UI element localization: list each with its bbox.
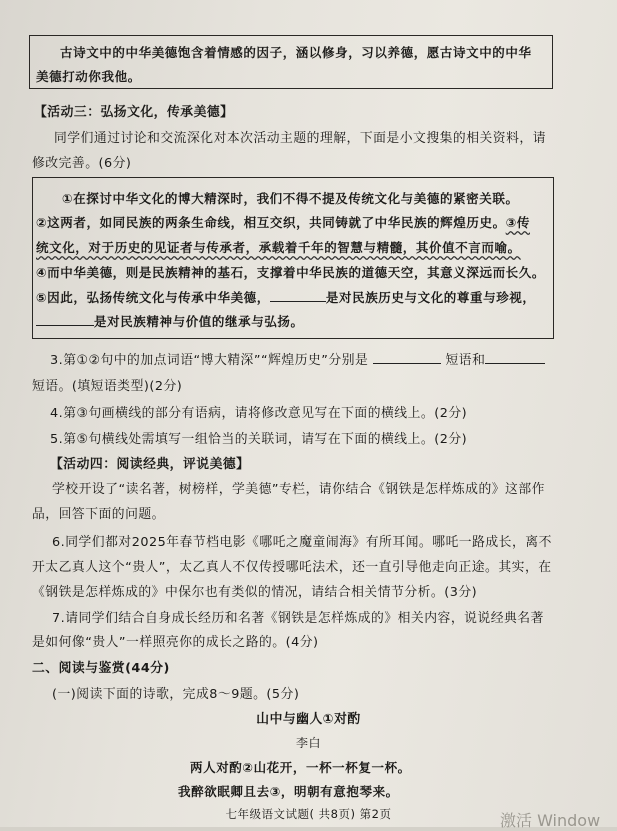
conjunction-blank-1[interactable] bbox=[270, 289, 326, 302]
essay-line-1: ①在探讨中华文化的博大精深时，我们不得不提及传统文化与美德的紧密关联。 bbox=[62, 191, 519, 206]
page-footer: 七年级语文试题( 共8页) 第2页 bbox=[225, 807, 392, 821]
question-7-line-2: 是如何像“贵人”一样照亮你的成长之路的。(4分) bbox=[32, 635, 319, 650]
activity3-intro-1: 同学们通过讨论和交流深化对本次活动主题的理解，下面是小文搜集的相关资料，请 bbox=[54, 131, 546, 146]
activity4-heading: 【活动四：阅读经典，评说美德】 bbox=[50, 457, 250, 472]
answer-blank-phrase-1[interactable] bbox=[373, 351, 441, 364]
activation-watermark: 激活 Window bbox=[500, 811, 601, 830]
question-5: 5.第⑤句横线处需填写一组恰当的关联词，请写在下面的横线上。(2分) bbox=[50, 432, 468, 447]
essay-line-3: 统文化，对于历史的见证者与传承者，承载着千年的智慧与精髓，其价值不言而喻。 bbox=[36, 240, 521, 255]
essay-sentence-5a: ⑤因此，弘扬传统文化与传承中华美德， bbox=[36, 290, 270, 305]
essay-sentence-6: 是对民族精神与价值的继承与弘扬。 bbox=[94, 314, 304, 329]
activity4-intro-2: 品，回答下面的问题。 bbox=[32, 507, 165, 522]
essay-line-4: ④而中华美德，则是民族精神的基石，支撑着中华民族的道德天空，其意义深远而长久。 bbox=[36, 265, 545, 280]
question-3-line-1 bbox=[50, 349, 545, 368]
poem-title: 山中与幽人①对酌 bbox=[256, 712, 361, 727]
question-4: 4.第③句画横线的部分有语病，请将修改意见写在下面的横线上。(2分) bbox=[50, 406, 468, 421]
activity3-intro-2: 修改完善。(6分) bbox=[32, 156, 132, 171]
poem-line-1: 两人对酌②山花开，一杯一杯复一杯。 bbox=[190, 760, 411, 775]
section-2-heading: 二、阅读与鉴赏(44分) bbox=[32, 661, 170, 676]
essay-sentence-5b: 是对民族历史与文化的尊重与珍视， bbox=[325, 290, 536, 305]
question-3-mid: 短语和 bbox=[445, 353, 486, 368]
essay-line-6 bbox=[36, 312, 304, 330]
quote-line-2: 美德打动你我他。 bbox=[36, 69, 141, 84]
poem-line-2: 我醉欲眠卿且去③，明朝有意抱琴来。 bbox=[178, 784, 399, 799]
essay-sentence-3-start: ③传 bbox=[505, 215, 530, 230]
essay-line-2 bbox=[36, 213, 530, 231]
essay-line-5 bbox=[36, 288, 536, 306]
activity3-heading: 【活动三：弘扬文化，传承美德】 bbox=[34, 105, 234, 120]
question-3-line-2: 短语。(填短语类型)(2分) bbox=[32, 379, 183, 394]
activity4-intro-1: 学校开设了“读名著，树榜样，学美德”专栏，请你结合《钢铁是怎样炼成的》这部作 bbox=[52, 482, 545, 497]
poem-author: 李白 bbox=[295, 736, 321, 750]
essay-sentence-2: ②这两者，如同民族的两条生命线，相互交织，共同铸就了中华民族的辉煌历史。 bbox=[36, 215, 506, 230]
section-2-subheading: (一)阅读下面的诗歌，完成8～9题。(5分) bbox=[52, 687, 300, 702]
question-6-line-2: 开太乙真人这个“贵人”，太乙真人不仅传授哪吒法术，还一直引导他走向正途。其实，在 bbox=[32, 560, 552, 575]
question-7-line-1: 7.请同学们结合自身成长经历和名著《钢铁是怎样炼成的》相关内容，说说经典名著 bbox=[52, 611, 544, 626]
conjunction-blank-2[interactable] bbox=[36, 313, 94, 326]
question-6-line-3: 《钢铁是怎样炼成的》中保尔也有类似的情况，请结合相关情节分析。(3分) bbox=[32, 585, 478, 600]
question-6-line-1: 6.同学们都对2025年春节档电影《哪吒之魔童闹海》有所耳闻。哪吒一路成长，离不 bbox=[52, 535, 552, 550]
quote-line-1: 古诗文中的中华美德饱含着情感的因子，涵以修身，习以养德，愿古诗文中的中华 bbox=[60, 45, 532, 60]
question-3-text: 3.第①②句中的加点词语“博大精深”“辉煌历史”分别是 bbox=[50, 353, 369, 368]
answer-blank-phrase-2[interactable] bbox=[485, 351, 545, 364]
